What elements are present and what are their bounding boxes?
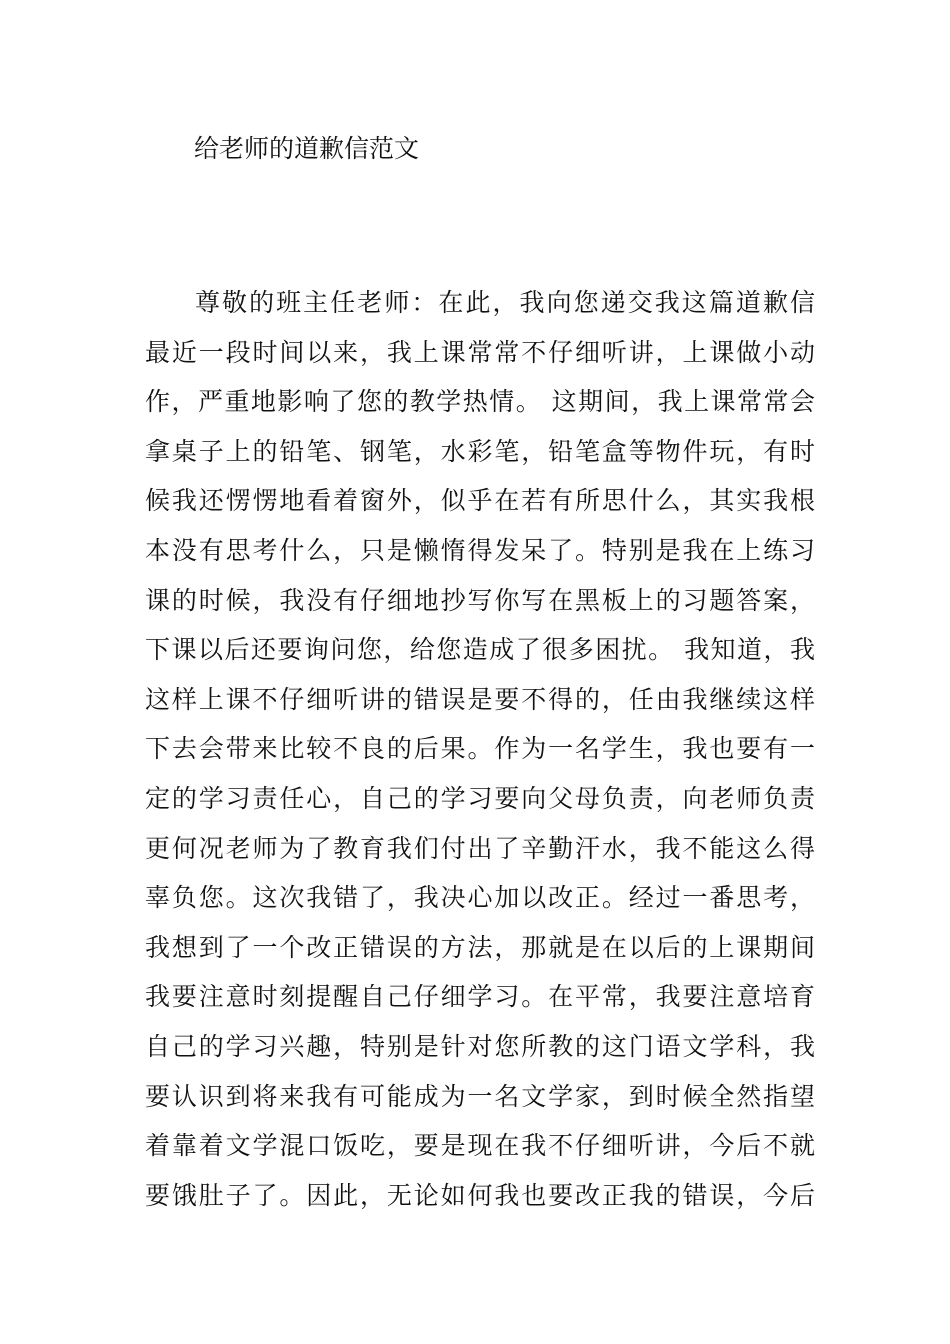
body-line: 要认识到将来我有可能成为一名文学家，到时候全然指望 <box>145 1081 815 1111</box>
body-line: 课的时候，我没有仔细地抄写你写在黑板上的习题答案， <box>145 585 815 615</box>
document-title: 给老师的道歉信范文 <box>194 134 420 163</box>
body-line: 候我还愣愣地看着窗外，似乎在若有所思什么，其实我根 <box>145 486 815 516</box>
body-line: 本没有思考什么，只是懒惰得发呆了。特别是我在上练习 <box>145 535 815 565</box>
body-line: 自己的学习兴趣，特别是针对您所教的这门语文学科，我 <box>145 1031 815 1061</box>
body-line: 作，严重地影响了您的教学热情。 这期间，我上课常常会 <box>145 387 815 417</box>
body-line: 辜负您。这次我错了，我决心加以改正。经过一番思考， <box>145 883 815 913</box>
body-line: 下课以后还要询问您，给您造成了很多困扰。 我知道，我 <box>145 635 815 665</box>
body-line: 着靠着文学混口饭吃，要是现在我不仔细听讲，今后不就 <box>145 1131 815 1161</box>
body-line: 下去会带来比较不良的后果。作为一名学生，我也要有一 <box>145 734 815 764</box>
document-body <box>145 278 815 1220</box>
body-line: 拿桌子上的铅笔、钢笔，水彩笔，铅笔盒等物件玩，有时 <box>145 436 815 466</box>
body-line: 尊敬的班主任老师：在此，我向您递交我这篇道歉信 <box>195 288 815 317</box>
body-line: 定的学习责任心，自己的学习要向父母负责，向老师负责 <box>145 783 815 813</box>
body-line: 要饿肚子了。因此，无论如何我也要改正我的错误，今后 <box>145 1180 815 1210</box>
body-line: 这样上课不仔细听讲的错误是要不得的，任由我继续这样 <box>145 684 815 714</box>
body-line: 我想到了一个改正错误的方法，那就是在以后的上课期间 <box>145 932 815 962</box>
body-line: 更何况老师为了教育我们付出了辛勤汗水，我不能这么得 <box>145 833 815 863</box>
body-line: 我要注意时刻提醒自己仔细学习。在平常，我要注意培育 <box>145 982 815 1012</box>
body-line: 最近一段时间以来，我上课常常不仔细听讲，上课做小动 <box>145 337 815 367</box>
